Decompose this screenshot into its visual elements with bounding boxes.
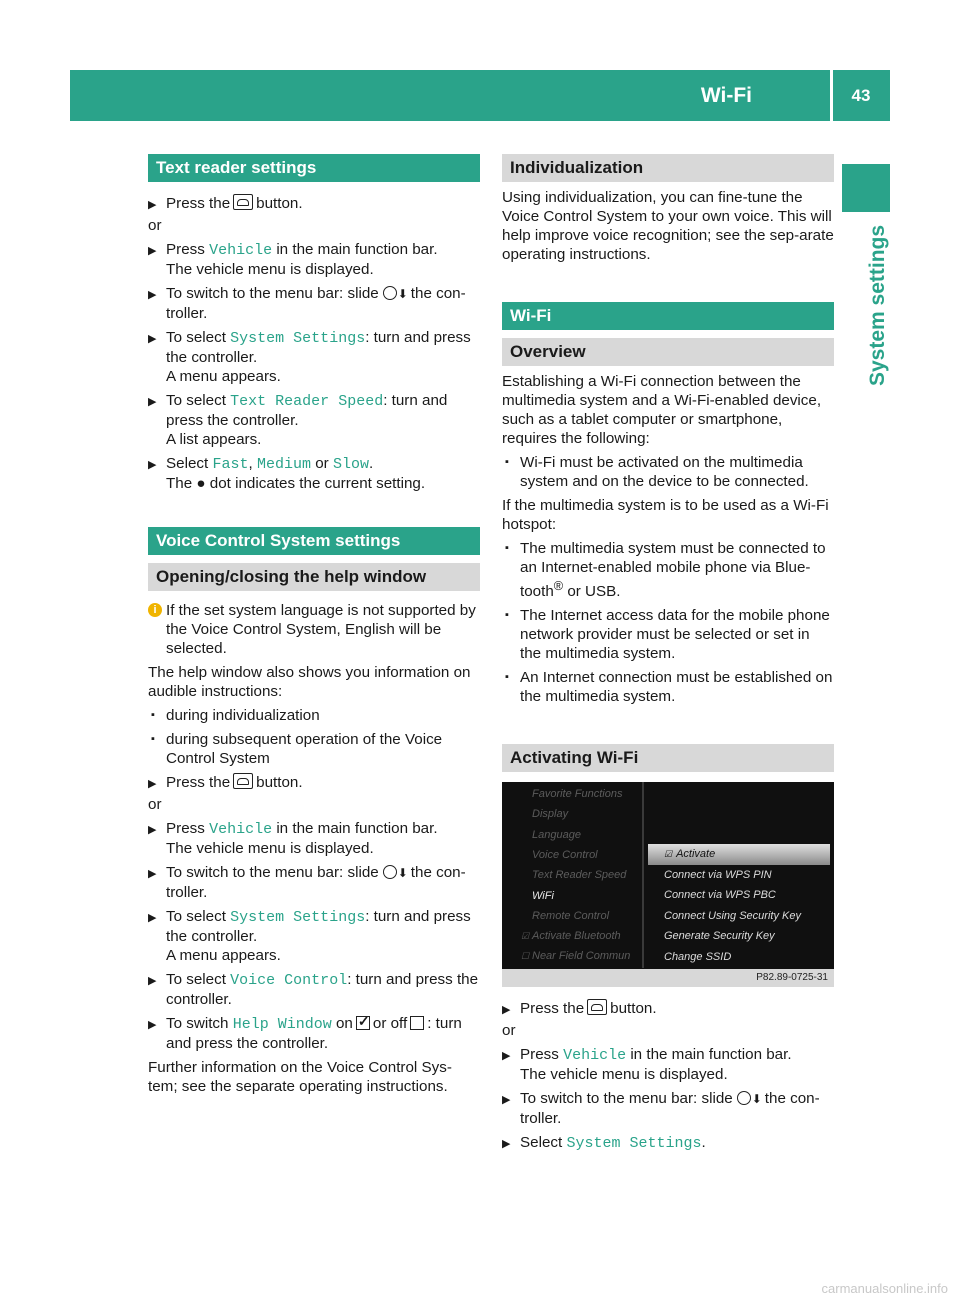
side-tab (842, 164, 890, 212)
arrow-icon: ▶ (148, 912, 157, 924)
arrow-icon: ▶ (148, 459, 157, 471)
vehicle-button-icon (587, 999, 607, 1015)
header-bar (70, 70, 890, 121)
screen-menu-item-active: WiFi (532, 889, 554, 902)
controller-icon (737, 1091, 751, 1105)
step: ▶ To select System Settings: turn and press the controller. A menu appears. (148, 908, 471, 964)
arrow-icon: ▶ (148, 1019, 157, 1031)
screen-submenu-item: Connect Using Security Key (664, 909, 801, 922)
step: ▶ Press Vehicle in the main function bar. The vehicle menu is displayed. (148, 820, 438, 857)
step: ▶ To switch to the menu bar: slide ⬇ the con-troller. (148, 864, 466, 901)
heading-wifi: Wi-Fi (502, 302, 834, 330)
screen-divider (642, 782, 644, 968)
screen-submenu-item: Change SSID (664, 950, 732, 963)
paragraph: Establishing a Wi-Fi connection between the multimedia system and a Wi-Fi-enabled device, such as a tablet computer or smartphone, requires the following: (502, 373, 822, 447)
right-column (502, 154, 834, 1153)
heading-text-reader: Text reader settings (148, 154, 480, 182)
step: ▶ Select System Settings. (502, 1134, 706, 1153)
screen-submenu-item: Generate Security Key (664, 930, 775, 943)
heading-individualization: Individualization (502, 154, 834, 182)
step: ▶ To select Text Reader Speed: turn and press the controller. A list appears. (148, 392, 448, 448)
code-vehicle: Vehicle (209, 242, 273, 259)
section-title: Wi-Fi (700, 84, 752, 107)
screen-submenu-list (648, 844, 830, 967)
arrow-icon: ▶ (502, 1138, 511, 1151)
or-text: or (148, 217, 162, 234)
arrow-icon: ▶ (148, 975, 157, 987)
step: ▶ Select Fast, Medium or Slow. The ● dot indicates the current setting. (148, 455, 426, 492)
screen-figure (502, 782, 834, 987)
step: ▶ Press the button. (502, 999, 834, 1018)
step: ▶ Press the button. (148, 773, 480, 792)
step: ▶ Press Vehicle in the main function bar. The vehicle menu is displayed. (502, 1046, 792, 1084)
controller-icon (383, 865, 397, 879)
arrow-icon: ▶ (502, 1004, 511, 1017)
screen-menu-item: ☐ Near Field Commun (506, 946, 640, 966)
heading-activating-wifi: Activating Wi-Fi (502, 744, 834, 772)
screen-submenu-item-selected: ☑ Activate (648, 844, 830, 865)
arrow-icon: ▶ (148, 333, 157, 345)
vehicle-button-icon (233, 194, 253, 210)
screen-menu-item: Favorite Functions (532, 788, 623, 801)
arrow-icon: ▶ (148, 199, 157, 211)
paragraph: Using individualization, you can fine-tune the Voice Control System to your own voice. This will help improve voice recognition; see the sep-arate operating instructions. (502, 189, 834, 263)
code-text-reader-speed: Text Reader Speed (230, 393, 384, 410)
checkbox-icon: ☑ (521, 931, 530, 942)
screen-submenu-item: Connect via WPS PBC (664, 889, 776, 902)
heading-voice-control: Voice Control System settings (148, 527, 480, 555)
arrow-icon: ▶ (148, 289, 157, 301)
paragraph: Further information on the Voice Control Sys-tem; see the separate operating instructions. (148, 1059, 452, 1095)
figure-caption: P82.89-0725-31 (502, 969, 834, 987)
subheading-help-window: Opening/closing the help window (148, 563, 480, 591)
step: ▶ To select System Settings: turn and press the controller. A menu appears. (148, 329, 471, 385)
list-item: ▪ Wi-Fi must be activated on the multimedia system and on the device to be connected. (505, 454, 809, 490)
or-text: or (502, 1022, 516, 1040)
info-icon: i (148, 603, 162, 617)
page-number: 43 (851, 86, 871, 105)
paragraph: The help window also shows you information on audible instructions: (148, 664, 471, 700)
list-item: ▪ An Internet connection must be established on the multimedia system. (505, 669, 833, 706)
list-item: ▪ during subsequent operation of the Voice Control System (151, 731, 443, 767)
list-item: ▪ The Internet access data for the mobile phone network provider must be selected or set in the multimedia system. (505, 607, 830, 663)
arrow-icon: ▶ (502, 1050, 511, 1063)
side-section-label: System settings (866, 224, 889, 386)
arrow-icon: ▶ (148, 245, 157, 257)
checkbox-icon: ☐ (521, 951, 530, 962)
checkbox-checked-icon (356, 1016, 370, 1030)
screen-menu-item: Text Reader Speed (532, 869, 627, 882)
info-note: i If the set system language is not supported by the Voice Control System, English will be selected. (148, 601, 480, 658)
screen-submenu-item: Connect via WPS PIN (664, 868, 772, 881)
arrow-icon: ▶ (148, 868, 157, 880)
list-item: ▪ during individualization (151, 707, 320, 724)
step: ▶ To switch to the menu bar: slide ⬇ the con-troller. (148, 285, 466, 322)
arrow-icon: ▶ (148, 824, 157, 836)
slide-down-icon: ⬇ (397, 287, 408, 301)
screen-menu-item: ☑ Activate Bluetooth (506, 926, 640, 946)
arrow-icon: ▶ (502, 1094, 511, 1107)
watermark: carmanualsonline.info (821, 1281, 948, 1296)
left-column (148, 154, 480, 1096)
screen-menu-item: Display (532, 808, 569, 821)
screen-menu-item: Language (532, 828, 581, 841)
arrow-icon: ▶ (148, 396, 157, 408)
or-text: or (148, 796, 162, 813)
code-system-settings: System Settings (230, 330, 366, 347)
controller-icon (383, 286, 397, 300)
checkbox-icon: ☑ (664, 849, 673, 860)
step: ▶ To select Voice Control: turn and press the controller. (148, 971, 479, 1008)
step: ▶ Press the button. (148, 194, 480, 213)
step: ▶ Press Vehicle in the main function bar. The vehicle menu is displayed. (148, 241, 438, 278)
checkbox-empty-icon (410, 1016, 424, 1030)
screen-menu-list (506, 784, 640, 964)
step: ▶ To switch Help Window on✓ or off : turn and press the controller. (148, 1014, 480, 1053)
arrow-icon: ▶ (148, 778, 157, 790)
list-item: ▪ The multimedia system must be connected to an Internet-enabled mobile phone via Blue-tooth® or USB. (505, 540, 826, 601)
vehicle-button-icon (233, 773, 253, 789)
screen-menu-item: Voice Control (532, 848, 598, 861)
slide-down-icon: ⬇ (751, 1092, 762, 1107)
subheading-overview: Overview (502, 338, 834, 366)
step: ▶ To switch to the menu bar: slide ⬇ the con-troller. (502, 1090, 820, 1128)
slide-down-icon: ⬇ (397, 866, 408, 880)
screen-menu-item: Remote Control (532, 909, 610, 922)
paragraph: If the multimedia system is to be used as a Wi-Fi hotspot: (502, 497, 829, 533)
